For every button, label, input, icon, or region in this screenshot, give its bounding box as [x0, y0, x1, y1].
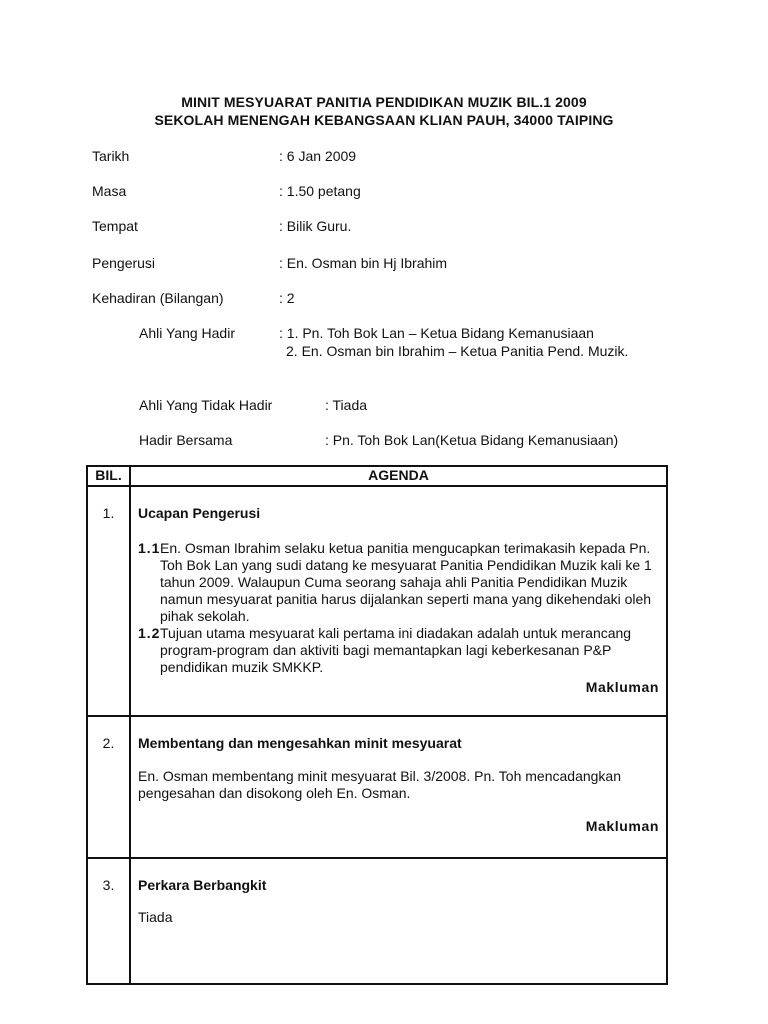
- absent-value: : Tiada: [325, 397, 368, 413]
- agenda-number: 3.: [102, 877, 115, 893]
- subpoint-number: 1.2: [138, 625, 161, 641]
- agenda-item-body: Tiada: [138, 909, 173, 925]
- status-label: Makluman: [585, 818, 659, 834]
- agenda-item-title: Perkara Berbangkit: [138, 877, 267, 893]
- agenda-subpoint: [138, 625, 659, 676]
- meta-value: : 1.50 petang: [279, 183, 361, 199]
- agenda-item-body: En. Osman membentang minit mesyuarat Bil. 3/2008. Pn. Toh mencadangkan pengesahan dan disokong oleh En. Osman.: [138, 768, 622, 801]
- col-header-bil: BIL.: [87, 466, 130, 486]
- meta-label: Tarikh: [92, 148, 130, 164]
- attendee-1: : 1. Pn. Toh Bok Lan – Ketua Bidang Kemanusiaan: [279, 325, 594, 341]
- meta-label: Pengerusi: [92, 255, 156, 271]
- absent-label: Ahli Yang Tidak Hadir: [139, 397, 273, 413]
- subpoint-text: Tujuan utama mesyuarat kali pertama ini diadakan adalah untuk merancang program-program dan aktiviti bagi memantapkan lagi keberkesanan P&P pendidikan muzik SMKKP.: [160, 625, 632, 675]
- agenda-item-title: Ucapan Pengerusi: [138, 505, 261, 521]
- guest-value: : Pn. Toh Bok Lan(Ketua Bidang Kemanusiaan): [325, 432, 619, 448]
- agenda-number: 1.: [102, 505, 115, 521]
- meta-value: : En. Osman bin Hj Ibrahim: [279, 255, 448, 271]
- attendees-label: Ahli Yang Hadir: [139, 325, 235, 341]
- meta-label: Tempat: [92, 218, 138, 234]
- subpoint-text: En. Osman Ibrahim selaku ketua panitia mengucapkan terimakasih kepada Pn. Toh Bok Lan yang sudi datang ke mesyuarat Panitia Pendidikan Muzik kali ke 1 tahun 2009. Walaupun Cuma seorang sahaja ahli Panitia Pendidikan Muzik namun mesyuarat panitia harus dijalankan seperti mana yang dikehendaki oleh pihak sekolah.: [160, 540, 652, 624]
- agenda-row: [87, 858, 667, 984]
- meta-label: Masa: [92, 183, 127, 199]
- agenda-subpoint: [138, 540, 659, 625]
- doc-subtitle: SEKOLAH MENENGAH KEBANGSAAN KLIAN PAUH, 34000 TAIPING: [154, 112, 614, 128]
- status-label: Makluman: [585, 679, 659, 695]
- meta-value: : Bilik Guru.: [279, 218, 352, 234]
- agenda-header-row: [87, 466, 667, 486]
- meta-value: : 2: [279, 290, 295, 306]
- agenda-number: 2.: [102, 735, 115, 751]
- agenda-table: [86, 465, 668, 985]
- agenda-row: [87, 716, 667, 858]
- attendee-2: 2. En. Osman bin Ibrahim – Ketua Panitia Pend. Muzik.: [286, 343, 629, 359]
- subpoint-number: 1.1: [138, 540, 161, 556]
- meta-value: : 6 Jan 2009: [279, 148, 357, 164]
- doc-title: MINIT MESYUARAT PANITIA PENDIDIKAN MUZIK BIL.1 2009: [181, 94, 587, 110]
- guest-label: Hadir Bersama: [139, 432, 233, 448]
- agenda-row: [87, 486, 667, 716]
- agenda-item-title: Membentang dan mengesahkan minit mesyuarat: [138, 735, 462, 751]
- col-header-agenda: AGENDA: [130, 466, 667, 486]
- meta-label: Kehadiran (Bilangan): [92, 290, 224, 306]
